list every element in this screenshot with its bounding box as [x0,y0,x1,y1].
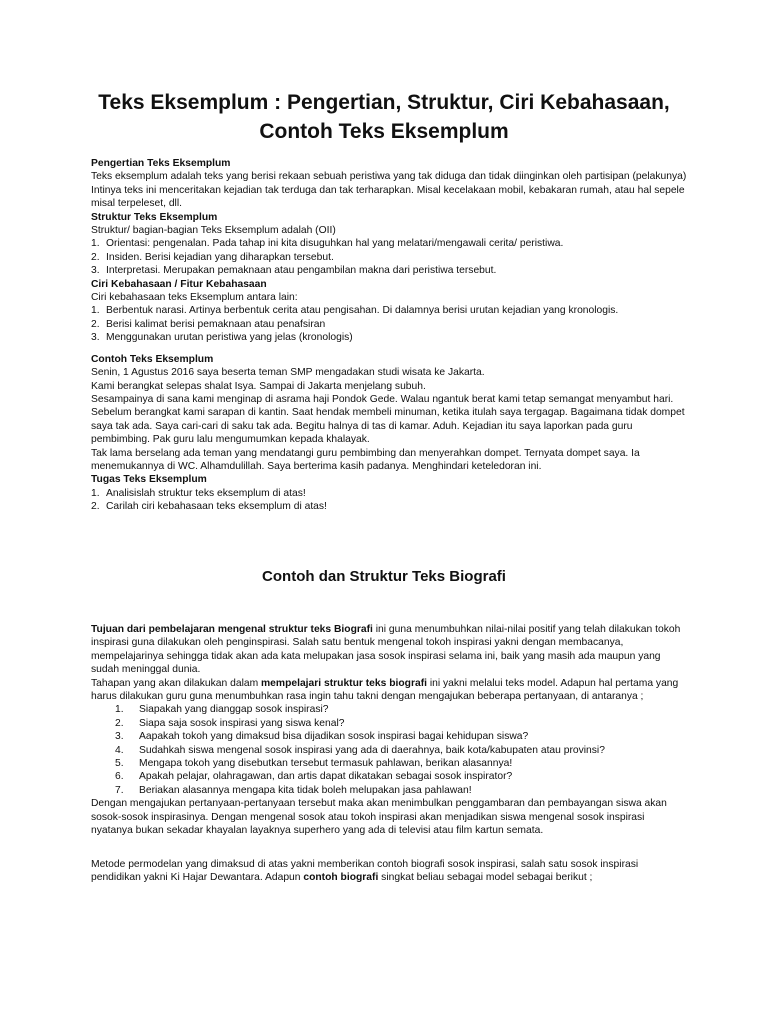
tugas-heading: Tugas Teks Eksemplum [91,474,207,486]
biografi-paragraph-3: Dengan mengajukan pertanyaan-pertanyaan tersebut maka akan menimbulkan penggambaran dan pembayangan siswa akan sosok-sosok inspirasinya. Dengan mengenal sosok atau tokoh inspirasi akan menjadikan siswa mengenal sosok inspirasi nyatanya bukan sekadar khayalan layaknya superhero yang ada di televisi atau film kartun semata. [91,798,667,837]
item-text: Analisislah struktur teks eksemplum di atas! [106,487,306,499]
biografi-p1-bold: Tujuan dari pembelajaran mengenal struktur teks Biografi [91,624,373,635]
struktur-item [91,264,687,277]
item-number: 1. [91,238,100,250]
biografi-p2-text-a: Tahapan yang akan dilakukan dalam [91,677,262,689]
item-number: 3. [91,265,100,277]
question-item [91,770,687,783]
contoh-paragraph-1: Senin, 1 Agustus 2016 saya beserta teman SMP mengadakan studi wisata ke Jakarta. [91,367,485,379]
contoh-paragraph-4: Tak lama berselang ada teman yang mendatangi guru pembimbing dan menyerahkan dompet. Ternyata dompet saya. Ia menemukannya di WC. Alhamdulillah. Saya berterima kasih padanya. Menghindari keteledoran ini. [91,447,640,472]
item-text: Siapa saja sosok inspirasi yang siswa kenal? [139,717,345,729]
item-text: Insiden. Berisi kejadian yang diharapkan tersebut. [106,251,334,263]
item-text: Apakah pelajar, olahragawan, dan artis dapat dikatakan sebagai sosok inspirator? [139,771,513,783]
item-number: 1. [115,704,124,716]
tugas-item [91,500,687,513]
struktur-heading: Struktur Teks Eksemplum [91,211,218,223]
question-list [91,703,687,797]
ciri-item [91,318,687,331]
pengertian-heading: Pengertian Teks Eksemplum [91,158,231,169]
item-number: 2. [91,251,100,263]
page-title: Teks Eksemplum : Pengertian, Struktur, Ciri Kebahasaan, Contoh Teks Eksemplum [98,91,670,143]
biografi-section [91,623,687,884]
item-number: 2. [91,501,100,513]
biografi-p4-bold: contoh biografi [303,871,379,883]
ciri-intro: Ciri kebahasaan teks Eksemplum antara lain: [91,292,298,304]
item-text: Carilah ciri kebahasaan teks eksemplum di atas! [106,501,327,513]
question-item [91,730,687,743]
ciri-item [91,331,687,344]
ciri-heading: Ciri Kebahasaan / Fitur Kebahasaan [91,278,267,290]
biografi-p2-bold: mempelajari struktur teks biografi [261,677,427,689]
pengertian-paragraph-1: Teks eksemplum adalah teks yang berisi rekaan sebuah peristiwa yang tak diduga dan tidak diinginkan oleh partisipan (pelakunya) [91,171,687,183]
biografi-paragraph-4 [91,858,687,885]
item-number: 6. [115,771,124,783]
contoh-heading: Contoh Teks Eksemplum [91,353,214,365]
item-number: 1. [91,305,100,317]
item-text: Mengapa tokoh yang disebutkan tersebut termasuk pahlawan, berikan alasannya! [139,758,513,770]
item-number: 4. [115,744,124,756]
item-number: 2. [91,318,100,330]
contoh-paragraph-3: Sesampainya di sana kami menginap di asrama haji Pondok Gede. Walau ngantuk berat kami tetap semangat menyambut hari. Sebelum berangkat kami sarapan di kantin. Saat hendak membeli minuman, ketika itulah saya tergagap. Bagaimana tidak dompet saya tak ada. Saya cari-cari di saku tak ada. Begitu halnya di tas di kamar. Aduh. Kejadian itu saya laporkan pada guru pembimbing. Pak guru lalu mengumumkan kepada khalayak. [91,393,685,446]
biografi-p2-text-b: ini yakni melalui teks model. Adapun hal pertama yang harus dilakukan guru guna menumbuhkan rasa ingin tahu takni dengan mengajukan beberapa pertanyaan, di antaranya ; [91,677,679,703]
ciri-item [91,304,687,317]
item-text: Beriakan alasannya mengapa kita tidak boleh melupakan jasa pahlawan! [139,784,472,796]
struktur-item [91,251,687,264]
question-item [91,784,687,797]
biografi-p4-text-a: Metode permodelan yang dimaksud di atas yakni memberikan contoh biografi sosok inspirasi, salah satu sosok inspirasi pendidikan yakni Ki Hajar Dewantara. Adapun [91,858,639,883]
item-number: 3. [91,332,100,344]
item-text: Interpretasi. Merupakan pemaknaan atau pengambilan makna dari peristiwa tersebut. [106,265,497,277]
biografi-p4-text-b: singkat beliau sebagai model sebagai berikut ; [378,871,593,883]
pengertian-paragraph-2: Intinya teks ini menceritakan kejadian tak terduga dan tak terharapkan. Misal kecelakaan mobil, kebakaran rumah, atau hal sepele misal terpeleset, dll. [91,184,685,210]
biografi-title: Contoh dan Struktur Teks Biografi [262,568,506,585]
biografi-paragraph-1 [91,623,687,677]
item-text: Sudahkah siswa mengenal sosok inspirasi yang ada di daerahnya, baik kota/kabupaten atau provinsi? [139,744,605,756]
item-text: Orientasi: pengenalan. Pada tahap ini kita disuguhkan hal yang melatari/mengawali cerita/ peristiwa. [106,238,564,250]
item-number: 3. [115,731,124,743]
biografi-paragraph-2 [91,677,687,704]
spacer [91,838,687,858]
item-number: 7. [115,784,124,796]
question-item [91,717,687,730]
contoh-paragraph-2: Kami berangkat selepas shalat Isya. Sampai di Jakarta menjelang subuh. [91,380,426,392]
eksemplum-section [91,157,687,514]
biografi-p1-text: ini guna menumbuhkan nilai-nilai positif yang telah dilakukan tokoh inspirasi guna dilakukan oleh penginspirasi. Salah satu bentuk mengenal tokoh inspirasi yakni dengan membacanya, mempelajarinya sehingga tidak akan ada kata melupakan jasa sosok inspirasi selama ini, baik yang masih ada maupun yang sudah meninggal dunia. [91,624,681,676]
item-text: Siapakah yang dianggap sosok inspirasi? [139,704,329,716]
struktur-intro: Struktur/ bagian-bagian Teks Eksemplum adalah (OII) [91,225,336,237]
item-number: 2. [115,717,124,729]
question-item [91,757,687,770]
item-text: Menggunakan urutan peristiwa yang jelas (kronologis) [106,332,353,344]
spacer [91,345,687,353]
item-number: 5. [115,758,124,770]
item-text: Berbentuk narasi. Artinya berbentuk cerita atau pengisahan. Di dalamnya berisi urutan kejadian yang kronologis. [106,305,619,317]
tugas-item [91,487,687,500]
question-item [91,744,687,757]
struktur-item [91,237,687,250]
item-text: Aapakah tokoh yang dimaksud bisa dijadikan sosok inspirasi bagai kehidupan siswa? [139,731,529,743]
item-number: 1. [91,487,100,499]
question-item [91,703,687,716]
item-text: Berisi kalimat berisi pemaknaan atau penafsiran [106,318,326,330]
